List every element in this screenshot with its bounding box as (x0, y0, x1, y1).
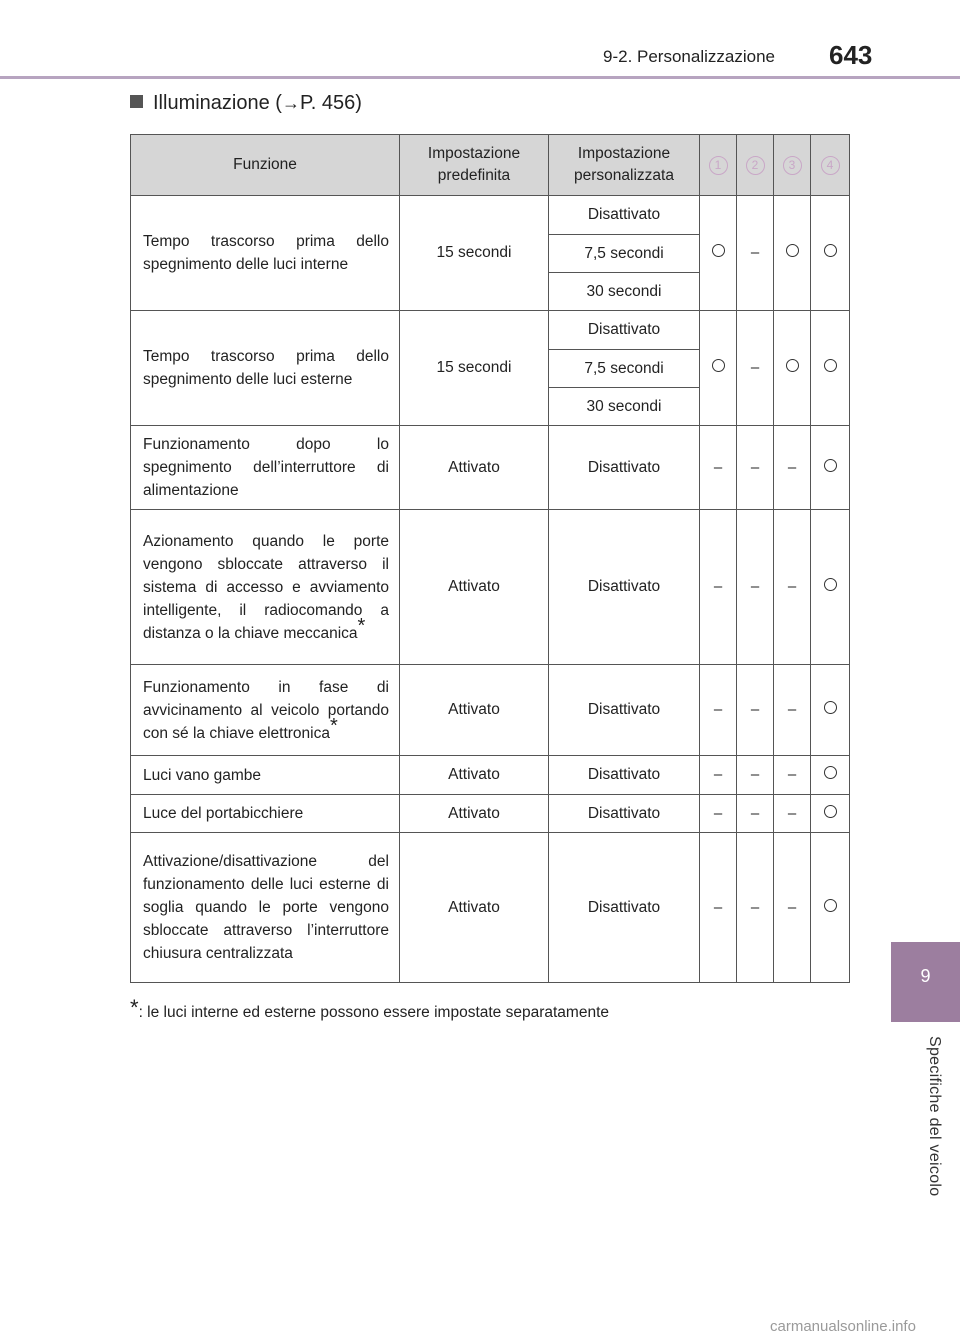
option-cell: Disattivato (549, 311, 700, 350)
mark-cell (700, 196, 737, 311)
footnote-text: : le luci interne ed esterne possono essere impostate separatamente (138, 1004, 610, 1021)
unavailable-dash: – (713, 458, 723, 476)
footnote (130, 995, 609, 1022)
function-cell: Luci vano gambe (131, 756, 400, 795)
unavailable-dash: – (750, 244, 760, 261)
table-row (131, 795, 850, 833)
mark-cell (737, 196, 774, 311)
default-cell: Attivato (400, 795, 549, 833)
method-1-badge: 1 (709, 156, 728, 175)
column-header-method-1 (700, 135, 737, 196)
mark-cell (811, 795, 850, 833)
mark-cell (737, 833, 774, 983)
unavailable-dash: – (713, 898, 723, 916)
table-row (131, 311, 850, 350)
unavailable-dash: – (713, 701, 723, 718)
method-2-badge: 2 (746, 156, 765, 175)
table-row (131, 196, 850, 235)
column-header-custom: Impostazione personalizzata (549, 135, 700, 196)
mark-cell (811, 833, 850, 983)
method-3-badge: 3 (783, 156, 802, 175)
table-header-row (131, 135, 850, 196)
option-cell: 30 secondi (549, 388, 700, 426)
mark-cell (811, 510, 850, 665)
mark-cell (700, 795, 737, 833)
unavailable-dash: – (713, 804, 723, 822)
default-cell: 15 secondi (400, 196, 549, 311)
mark-cell (774, 426, 811, 510)
option-cell: Disattivato (549, 795, 700, 833)
option-cell: Disattivato (549, 756, 700, 795)
function-cell: Attivazione/disattivazione del funzionamento delle luci esterne di soglia quando le porte vengono sbloccate attraverso l’interruttore chiusura centralizzata (131, 833, 400, 983)
available-circle-icon (786, 244, 799, 257)
option-cell: Disattivato (549, 665, 700, 756)
footnote-marker: * (329, 714, 338, 737)
chapter-tab (891, 942, 960, 1022)
function-cell (131, 665, 400, 756)
function-text: Azionamento quando le porte vengono sbloccate attraverso il sistema di accesso e avviamento intelligente, il radiocomando a distanza o la chiave meccanica (143, 532, 389, 642)
unavailable-dash: – (750, 359, 760, 376)
page-number: 643 (829, 40, 873, 70)
unavailable-dash: – (787, 578, 797, 595)
available-circle-icon (824, 459, 837, 472)
function-cell: Funzionamento dopo lo spegnimento dell’interruttore di alimentazione (131, 426, 400, 510)
method-4-badge: 4 (821, 156, 840, 175)
mark-cell (811, 311, 850, 426)
unavailable-dash: – (750, 898, 760, 916)
mark-cell (774, 756, 811, 795)
available-circle-icon (824, 899, 837, 912)
column-header-method-4 (811, 135, 850, 196)
mark-cell (700, 665, 737, 756)
function-cell: Tempo trascorso prima dello spegnimento delle luci interne (131, 196, 400, 311)
unavailable-dash: – (750, 766, 760, 783)
column-header-function: Funzione (131, 135, 400, 196)
default-cell: Attivato (400, 426, 549, 510)
available-circle-icon (712, 244, 725, 257)
unavailable-dash: – (787, 898, 797, 916)
section-heading (130, 92, 362, 115)
available-circle-icon (786, 359, 799, 372)
table-row (131, 756, 850, 795)
watermark: carmanualsonline.info (770, 1318, 916, 1335)
function-cell: Tempo trascorso prima dello spegnimento delle luci esterne (131, 311, 400, 426)
mark-cell (774, 833, 811, 983)
column-header-method-3 (774, 135, 811, 196)
function-cell (131, 510, 400, 665)
mark-cell (700, 510, 737, 665)
available-circle-icon (712, 359, 725, 372)
default-cell: 15 secondi (400, 311, 549, 426)
default-cell: Attivato (400, 833, 549, 983)
function-text: Funzionamento in fase di avvicinamento al veicolo portando con sé la chiave elettronica (143, 678, 389, 742)
mark-cell (774, 311, 811, 426)
available-circle-icon (824, 805, 837, 818)
default-cell: Attivato (400, 756, 549, 795)
mark-cell (811, 756, 850, 795)
option-cell: Disattivato (549, 833, 700, 983)
heading-title: Illuminazione ( (153, 92, 282, 114)
table-row (131, 426, 850, 510)
available-circle-icon (824, 359, 837, 372)
mark-cell (737, 510, 774, 665)
mark-cell (774, 196, 811, 311)
option-cell: 7,5 secondi (549, 350, 700, 388)
column-header-default: Impostazione predefinita (400, 135, 549, 196)
mark-cell (700, 833, 737, 983)
settings-table (130, 134, 850, 983)
unavailable-dash: – (713, 578, 723, 595)
heading-page-ref: P. 456) (299, 92, 362, 114)
mark-cell (737, 756, 774, 795)
square-bullet-icon (130, 95, 143, 108)
footnote-star: * (130, 995, 139, 1020)
mark-cell (774, 665, 811, 756)
unavailable-dash: – (750, 701, 760, 718)
table-row (131, 665, 850, 756)
arrow-right-icon: → (281, 93, 300, 113)
mark-cell (811, 426, 850, 510)
option-cell: Disattivato (549, 426, 700, 510)
unavailable-dash: – (713, 766, 723, 783)
table-row (131, 510, 850, 665)
header-rule (0, 76, 960, 79)
available-circle-icon (824, 701, 837, 714)
mark-cell (774, 510, 811, 665)
mark-cell (700, 756, 737, 795)
mark-cell (700, 426, 737, 510)
mark-cell (737, 311, 774, 426)
mark-cell (737, 426, 774, 510)
footnote-marker: * (357, 614, 366, 637)
option-cell: Disattivato (549, 196, 700, 235)
default-cell: Attivato (400, 510, 549, 665)
available-circle-icon (824, 578, 837, 591)
unavailable-dash: – (787, 701, 797, 718)
mark-cell (737, 795, 774, 833)
column-header-method-2 (737, 135, 774, 196)
table-row (131, 833, 850, 983)
unavailable-dash: – (750, 804, 760, 822)
default-cell: Attivato (400, 665, 549, 756)
mark-cell (737, 665, 774, 756)
section-header: 9-2. Personalizzazione (603, 47, 775, 66)
mark-cell (811, 196, 850, 311)
mark-cell (811, 665, 850, 756)
mark-cell (774, 795, 811, 833)
unavailable-dash: – (750, 578, 760, 595)
chapter-label: Specifiche del veicolo (926, 1036, 943, 1197)
unavailable-dash: – (787, 804, 797, 822)
unavailable-dash: – (787, 766, 797, 783)
available-circle-icon (824, 244, 837, 257)
option-cell: Disattivato (549, 510, 700, 665)
mark-cell (700, 311, 737, 426)
available-circle-icon (824, 766, 837, 779)
chapter-number: 9 (920, 966, 931, 986)
option-cell: 7,5 secondi (549, 235, 700, 273)
option-cell: 30 secondi (549, 273, 700, 311)
function-cell: Luce del portabicchiere (131, 795, 400, 833)
unavailable-dash: – (750, 458, 760, 476)
unavailable-dash: – (787, 458, 797, 476)
